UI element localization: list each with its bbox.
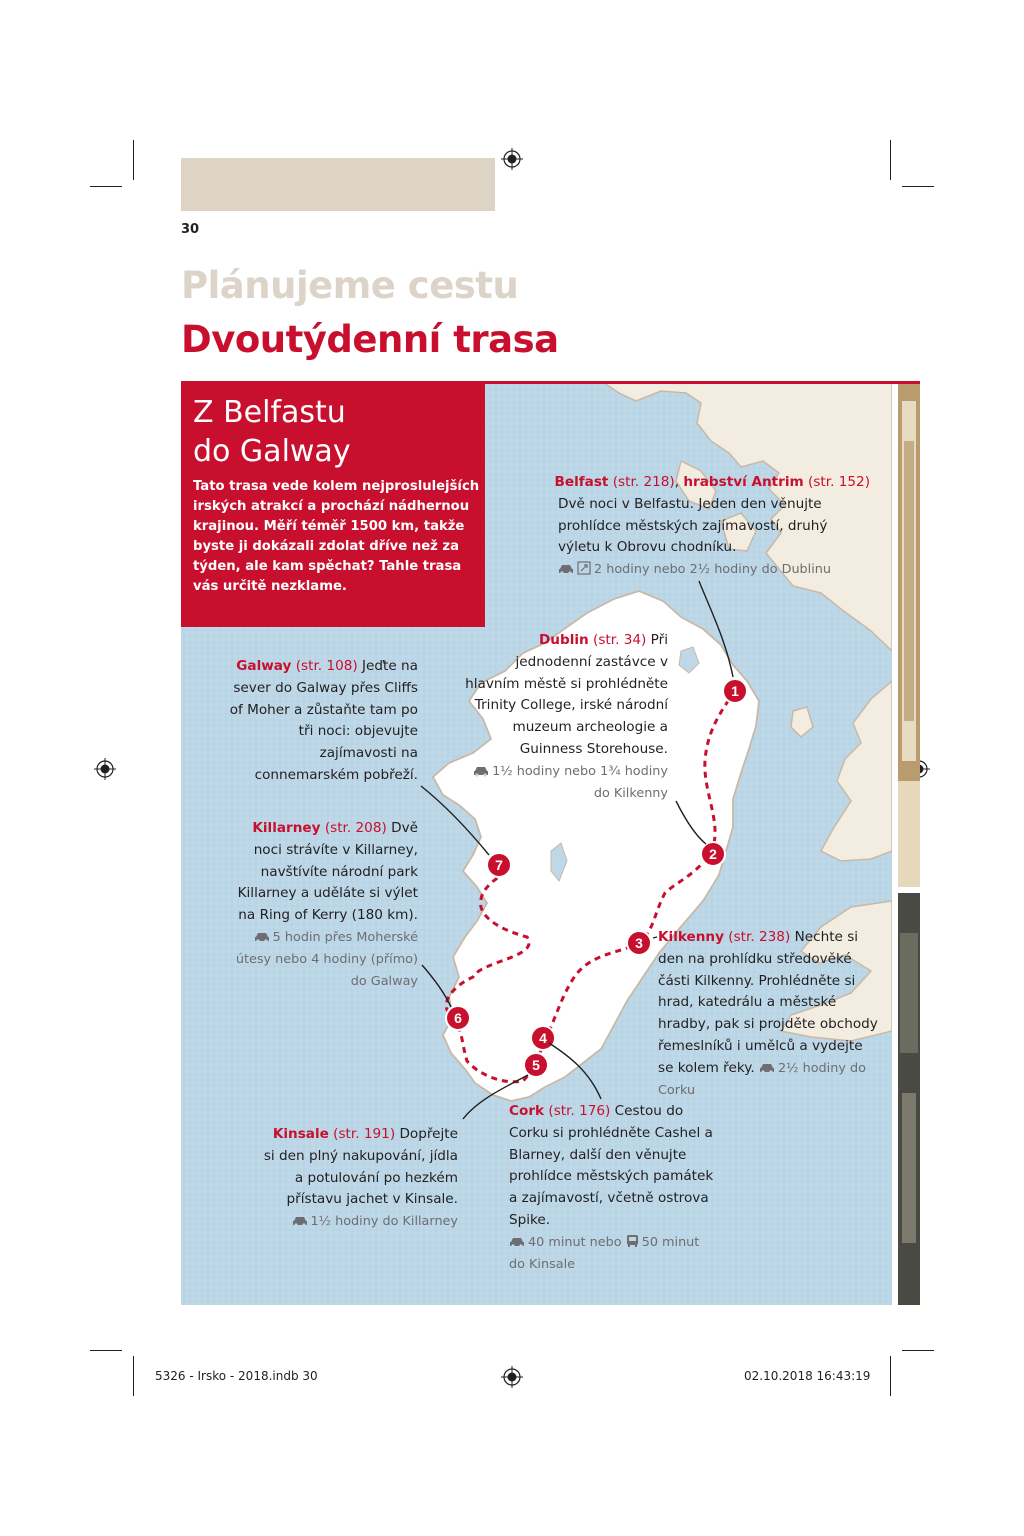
page-ref: (str. 34) <box>593 632 647 648</box>
crop-mark <box>90 1350 122 1351</box>
callout-dublin <box>462 630 668 804</box>
place-link[interactable]: Cork <box>509 1103 545 1119</box>
place-link[interactable]: Belfast <box>554 474 609 490</box>
callout-kilkenny <box>658 927 878 1101</box>
car-icon <box>558 563 574 575</box>
travel-info: 2 hodiny nebo 2½ hodiny do Dublinu <box>540 559 870 581</box>
crop-mark <box>890 140 891 180</box>
side-photo <box>898 893 920 1305</box>
svg-text:5: 5 <box>532 1057 540 1073</box>
svg-text:1: 1 <box>731 683 739 699</box>
callout-text: Dopřejte si den plný nakupování, jídla a potulování po hezkém přístavu jachet v Kinsale. <box>263 1126 458 1208</box>
callout-belfast: Belfast (str. 218), hrabství Antrim (str. 152) Dvě noci v Belfastu. Jeden den věnujte prohlídce městských zajímavostí, druhý výletu k Obrovu chodníku. 2 hodiny nebo 2½ hodiny do Dublinu <box>540 472 870 581</box>
place-link[interactable]: Dublin <box>539 632 589 648</box>
page-number: 30 <box>181 222 200 237</box>
car-icon <box>509 1236 525 1248</box>
place-link[interactable]: Kinsale <box>272 1126 329 1142</box>
travel-info: 2½ hodiny do Corku <box>658 1060 866 1098</box>
svg-text:4: 4 <box>539 1030 547 1046</box>
registration-mark-icon <box>501 1366 523 1388</box>
stop-marker-1[interactable] <box>723 679 747 703</box>
travel-info: 5 hodin přes Moherské útesy nebo 4 hodiny (přímo) do Galway <box>235 929 418 989</box>
car-icon <box>292 1215 308 1227</box>
page-ref: (str. 108) <box>295 658 358 674</box>
page-ref: (str. 152) <box>808 474 870 490</box>
svg-text:7: 7 <box>495 857 503 873</box>
place-link[interactable]: Galway <box>236 658 292 674</box>
slug-file: 5326 - Irsko - 2018.indb 30 <box>155 1369 318 1383</box>
place-link[interactable]: Killarney <box>252 820 321 836</box>
place-link[interactable]: hrabství Antrim <box>683 474 804 490</box>
travel-info: 1½ hodiny do Killarney <box>262 1211 458 1233</box>
crop-mark <box>902 1350 934 1351</box>
car-icon <box>473 765 489 777</box>
train-icon <box>577 561 591 575</box>
header-tab <box>181 158 495 211</box>
slug-datetime: 02.10.2018 16:43:19 <box>744 1369 871 1383</box>
bus-icon <box>626 1234 639 1248</box>
registration-mark-icon <box>501 148 523 170</box>
stop-marker-5[interactable] <box>524 1053 548 1077</box>
svg-text:6: 6 <box>454 1010 462 1026</box>
page-ref: (str. 176) <box>548 1103 611 1119</box>
leader-line-3 <box>653 937 657 938</box>
intro-box-title: Z Belfastu do Galway <box>193 395 351 469</box>
stop-marker-2[interactable] <box>701 842 725 866</box>
crop-mark <box>133 140 134 180</box>
page-ref: (str. 238) <box>728 929 791 945</box>
stop-marker-7[interactable] <box>487 853 511 877</box>
svg-text:2: 2 <box>709 846 717 862</box>
callout-text: Jeďte na sever do Galway přes Cliffs of Moher a zůstaňte tam po tři noci: objevujte zajímavosti na connemarském pobřeží. <box>229 658 418 783</box>
callout-kinsale <box>262 1124 458 1233</box>
callout-killarney <box>232 818 418 992</box>
callout-text: Při jednodenní zastávce v hlavním městě si prohlédněte Trinity College, irské národní muzeum archeologie a Guinness Storehouse. <box>465 632 668 757</box>
page-title: Dvoutýdenní trasa <box>181 318 559 361</box>
callout-cork <box>509 1101 719 1275</box>
callout-galway <box>222 656 418 787</box>
intro-box-text: Tato trasa vede kolem nejproslulejších irských atrakcí a prochází nádhernou krajinou. Měří téměř 1500 km, takže byste ji dokázali zdolat dříve než za týden, ale kam spěchat? Tahle trasa vás určitě nezklame. <box>193 479 480 594</box>
car-icon <box>254 931 270 943</box>
stop-marker-3[interactable] <box>627 931 651 955</box>
car-icon <box>759 1062 775 1074</box>
travel-info: 1½ hodiny nebo 1¾ hodiny do Kilkenny <box>462 761 668 805</box>
stop-marker-4[interactable] <box>531 1026 555 1050</box>
side-photo <box>898 381 920 887</box>
callout-text: Cestou do Corku si prohlédněte Cashel a Blarney, další den věnujte prohlídce městských památek a zajímavostí, včetně ostrova Spike. <box>509 1103 714 1228</box>
registration-mark-icon <box>94 758 116 780</box>
place-link[interactable]: Kilkenny <box>658 929 724 945</box>
stop-marker-6[interactable] <box>446 1006 470 1030</box>
crop-mark <box>90 186 122 187</box>
svg-text:3: 3 <box>635 935 643 951</box>
callout-text: Dvě noci v Belfastu. Jeden den věnujte prohlídce městských zajímavostí, druhý výletu k Obrovu chodníku. <box>558 495 828 556</box>
crop-mark <box>133 1356 134 1396</box>
crop-mark <box>890 1356 891 1396</box>
crop-mark <box>902 186 934 187</box>
page-ref: (str. 191) <box>333 1126 396 1142</box>
callout-text: Dvě noci strávíte v Killarney, navštívíte národní park Killarney a uděláte si výlet na Ring of Kerry (180 km). <box>237 820 418 924</box>
page-ref: (str. 208) <box>324 820 387 836</box>
page-ref: (str. 218) <box>612 474 675 490</box>
travel-info: 40 minut nebo 50 minut do Kinsale <box>509 1234 700 1272</box>
callout-text: Nechte si den na prohlídku středověké části Kilkenny. Prohlédněte si hrad, katedrálu a městské hradby, pak si projděte obchody řemeslníků i umělců a vydejte se kolem řeky. <box>658 929 878 1076</box>
section-kicker: Plánujeme cestu <box>181 264 519 307</box>
intro-box <box>181 381 485 627</box>
